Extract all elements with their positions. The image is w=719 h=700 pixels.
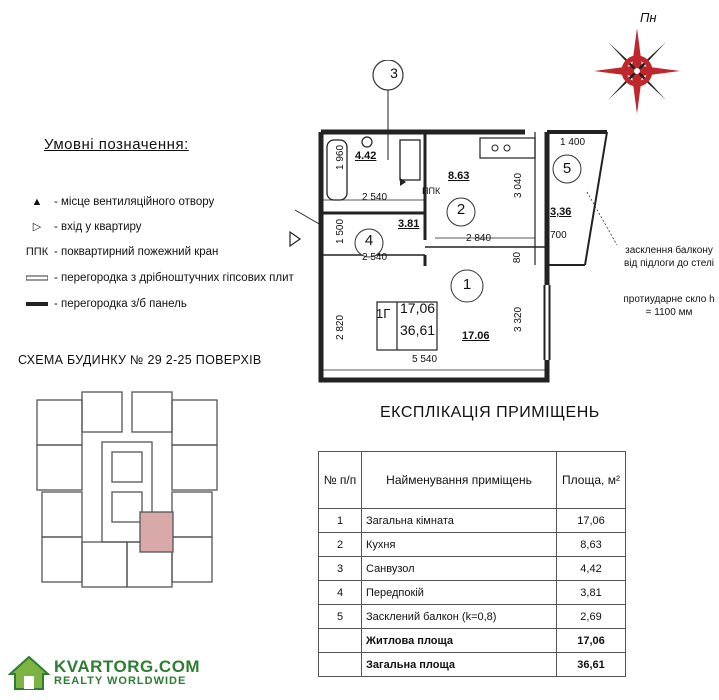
header-area: Площа, м² bbox=[557, 452, 626, 509]
row-name: Засклений балкон (k=0,8) bbox=[362, 605, 557, 629]
legend-item-gypsum bbox=[20, 272, 294, 284]
legend-text: - поквартирний пожежний кран bbox=[54, 246, 219, 258]
room-3-area: 4.42 bbox=[355, 150, 377, 162]
explication-table bbox=[318, 451, 626, 677]
legend-item-vent bbox=[20, 196, 214, 208]
dim-5540: 5 540 bbox=[412, 354, 438, 365]
row-area: 17,06 bbox=[557, 629, 626, 653]
legend-text: - місце вентиляційного отвору bbox=[54, 196, 215, 208]
ppk-label: ППК bbox=[422, 186, 441, 196]
north-label: Пн bbox=[640, 10, 657, 25]
table-row-total bbox=[319, 653, 626, 677]
legend-text: - перегородка з дрібноштучних гіпсових плит bbox=[54, 272, 294, 284]
table-row bbox=[319, 605, 626, 629]
row-num: 4 bbox=[319, 581, 362, 605]
dim-2840: 2 840 bbox=[466, 233, 492, 244]
row-area: 3,81 bbox=[557, 581, 626, 605]
row-name: Загальна площа bbox=[362, 653, 557, 677]
house-logo-icon bbox=[8, 654, 50, 692]
explication-title: ЕКСПЛІКАЦІЯ ПРИМІЩЕНЬ bbox=[380, 404, 600, 421]
row-area: 8,63 bbox=[557, 533, 626, 557]
room-5-number: 5 bbox=[562, 160, 572, 177]
legend-text: - вхід у квартиру bbox=[54, 220, 142, 233]
dim-80: 80 bbox=[512, 251, 524, 264]
room-1-number: 1 bbox=[462, 276, 472, 293]
legend-item-ppk bbox=[20, 246, 218, 258]
dim-3040: 3 040 bbox=[513, 172, 525, 199]
watermark-sub: REALTY WORLDWIDE bbox=[54, 675, 187, 687]
total-area-label: 36,61 bbox=[400, 322, 436, 338]
dim-1400: 1 400 bbox=[560, 137, 586, 148]
callout-label: 3 bbox=[390, 65, 398, 81]
table-row bbox=[319, 509, 626, 533]
row-name: Кухня bbox=[362, 533, 557, 557]
watermark-brand: KVARTORG.COM bbox=[54, 657, 201, 676]
balcony-note: засклення балкону від підлоги до стелі bbox=[623, 245, 715, 269]
gypsum-partition-icon bbox=[20, 275, 54, 281]
ppk-abbrev: ППК bbox=[25, 246, 49, 258]
table-header-row bbox=[319, 452, 626, 509]
table-row bbox=[319, 581, 626, 605]
room-4-number: 4 bbox=[364, 232, 374, 249]
dim-2820: 2 820 bbox=[335, 314, 347, 341]
row-area: 17,06 bbox=[557, 509, 626, 533]
row-name: Житлова площа bbox=[362, 629, 557, 653]
room-4-area: 3.81 bbox=[398, 218, 420, 230]
table-row bbox=[319, 557, 626, 581]
header-name: Найменування приміщень bbox=[362, 452, 557, 509]
table-row-living-total bbox=[319, 629, 626, 653]
glass-note: протиударне скло h = 1100 мм bbox=[623, 294, 715, 318]
dim-1500: 1 500 bbox=[335, 218, 347, 245]
dim-1960: 1 960 bbox=[335, 144, 347, 171]
row-area: 2,69 bbox=[557, 605, 626, 629]
table-row bbox=[319, 533, 626, 557]
row-num: 2 bbox=[319, 533, 362, 557]
legend-text: - перегородка з/б панель bbox=[54, 298, 187, 310]
balcony-note-leader bbox=[585, 190, 625, 250]
dim-2540-top: 2 540 bbox=[362, 192, 388, 203]
apartment-type: 1Г bbox=[376, 306, 391, 321]
entrance-arrow-icon: ▷ bbox=[32, 221, 42, 233]
dim-700: 700 bbox=[550, 230, 567, 241]
header-num: № п/п bbox=[319, 452, 362, 509]
highlighted-apartment bbox=[140, 512, 173, 552]
building-scheme bbox=[22, 382, 234, 604]
dim-2540-bottom: 2 540 bbox=[362, 252, 388, 263]
legend-title: Умовні позначення: bbox=[44, 136, 189, 153]
legend-item-panel bbox=[20, 298, 187, 310]
room-2-area: 8.63 bbox=[448, 170, 470, 182]
row-area: 36,61 bbox=[557, 653, 626, 677]
scheme-title: СХЕМА БУДИНКУ № 29 2-25 ПОВЕРХІВ bbox=[18, 353, 262, 367]
vent-triangle-icon: ▲ bbox=[31, 196, 43, 208]
row-name: Передпокій bbox=[362, 581, 557, 605]
watermark bbox=[8, 654, 200, 692]
living-area-label: 17,06 bbox=[400, 300, 436, 316]
row-num: 1 bbox=[319, 509, 362, 533]
row-num: 3 bbox=[319, 557, 362, 581]
panel-partition-icon bbox=[20, 301, 54, 307]
row-name: Санвузол bbox=[362, 557, 557, 581]
room-5-area: 3,36 bbox=[550, 206, 572, 218]
dim-3320: 3 320 bbox=[513, 306, 525, 333]
row-name: Загальна кімната bbox=[362, 509, 557, 533]
room-1-area: 17.06 bbox=[462, 330, 490, 342]
row-area: 4,42 bbox=[557, 557, 626, 581]
legend-item-entrance bbox=[20, 220, 142, 233]
row-num: 5 bbox=[319, 605, 362, 629]
room-2-number: 2 bbox=[456, 201, 466, 218]
